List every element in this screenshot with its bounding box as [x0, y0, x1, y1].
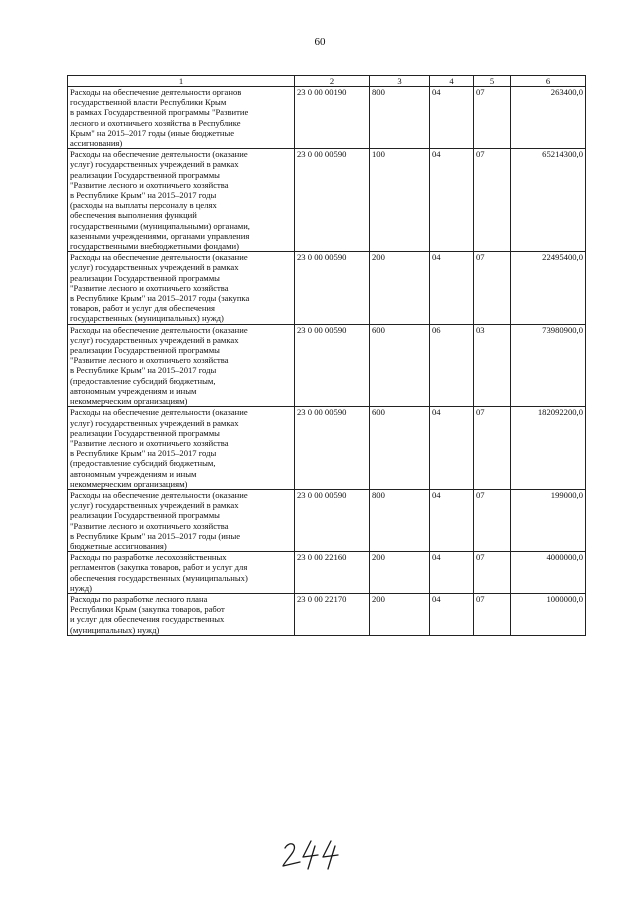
row-section: 04 [430, 552, 474, 594]
row-subsection: 07 [474, 489, 511, 551]
row-expense-type: 800 [370, 87, 430, 149]
handwritten-number-244 [281, 838, 345, 872]
row-section: 04 [430, 252, 474, 324]
row-expense-type: 800 [370, 489, 430, 551]
row-description: Расходы на обеспечение деятельности (оказание услуг) государственных учреждений в рамках реализации Государственной программы "Развитие лесного и охотничьего хозяйства в Республике Крым" на 2015–2017 годы (расходы на выплаты персоналу в целях обеспечения выполнения функций государственными (муниципальными) органами, казенными учреждениями, органами управления государственными внебюджетными фондами) [68, 149, 295, 252]
page-number: 60 [314, 36, 326, 48]
row-subsection: 07 [474, 149, 511, 252]
row-amount: 65214300,0 [511, 149, 586, 252]
table-row [68, 407, 586, 490]
row-amount: 4000000,0 [511, 552, 586, 594]
row-expense-type: 100 [370, 149, 430, 252]
table-row [68, 552, 586, 594]
table-row [68, 149, 586, 252]
table-row [68, 252, 586, 324]
row-program-code: 23 0 00 00590 [295, 149, 370, 252]
row-expense-type: 600 [370, 324, 430, 407]
row-section: 04 [430, 407, 474, 490]
row-amount: 182092200,0 [511, 407, 586, 490]
row-amount: 263400,0 [511, 87, 586, 149]
column-header: 5 [474, 76, 511, 87]
table-row [68, 87, 586, 149]
row-subsection: 03 [474, 324, 511, 407]
budget-table [67, 75, 586, 636]
table-row [68, 324, 586, 407]
row-section: 04 [430, 87, 474, 149]
row-amount: 1000000,0 [511, 593, 586, 635]
column-header: 4 [430, 76, 474, 87]
row-description: Расходы на обеспечение деятельности органов государственной власти Республики Крым в рамках Государственной программы "Развитие лесного и охотничьего хозяйства в Республике Крым" на 2015–2017 годы (иные бюджетные ассигнования) [68, 87, 295, 149]
row-description: Расходы по разработке лесного плана Республики Крым (закупка товаров, работ и услуг для обеспечения государственных (муниципальных) нужд) [68, 593, 295, 635]
table-row [68, 489, 586, 551]
row-section: 04 [430, 593, 474, 635]
table-header-row [68, 76, 586, 87]
row-program-code: 23 0 00 22170 [295, 593, 370, 635]
row-description: Расходы по разработке лесохозяйственных регламентов (закупка товаров, работ и услуг для обеспечения государственных (муниципальных) нужд) [68, 552, 295, 594]
row-expense-type: 600 [370, 407, 430, 490]
row-subsection: 07 [474, 552, 511, 594]
row-amount: 199000,0 [511, 489, 586, 551]
row-description: Расходы на обеспечение деятельности (оказание услуг) государственных учреждений в рамках реализации Государственной программы "Развитие лесного и охотничьего хозяйства в Республике Крым" на 2015–2017 годы (предоставление субсидий бюджетным, автономным учреждениям и иным некоммерческим организациям) [68, 407, 295, 490]
row-program-code: 23 0 00 00590 [295, 489, 370, 551]
column-header: 2 [295, 76, 370, 87]
row-description: Расходы на обеспечение деятельности (оказание услуг) государственных учреждений в рамках реализации Государственной программы "Развитие лесного и охотничьего хозяйства в Республике Крым" на 2015–2017 годы (иные бюджетные ассигнования) [68, 489, 295, 551]
row-section: 06 [430, 324, 474, 407]
row-section: 04 [430, 489, 474, 551]
row-program-code: 23 0 00 00590 [295, 407, 370, 490]
row-program-code: 23 0 00 00590 [295, 252, 370, 324]
row-subsection: 07 [474, 593, 511, 635]
table-row [68, 593, 586, 635]
column-header: 3 [370, 76, 430, 87]
row-section: 04 [430, 149, 474, 252]
row-program-code: 23 0 00 00190 [295, 87, 370, 149]
row-description: Расходы на обеспечение деятельности (оказание услуг) государственных учреждений в рамках реализации Государственной программы "Развитие лесного и охотничьего хозяйства в Республике Крым" на 2015–2017 годы (закупка товаров, работ и услуг для обеспечения государственных (муниципальных) нужд) [68, 252, 295, 324]
row-amount: 22495400,0 [511, 252, 586, 324]
row-program-code: 23 0 00 22160 [295, 552, 370, 594]
column-header: 1 [68, 76, 295, 87]
row-description: Расходы на обеспечение деятельности (оказание услуг) государственных учреждений в рамках реализации Государственной программы "Развитие лесного и охотничьего хозяйства в Республике Крым" на 2015–2017 годы (предоставление субсидий бюджетным, автономным учреждениям и иным некоммерческим организациям) [68, 324, 295, 407]
row-amount: 73980900,0 [511, 324, 586, 407]
row-expense-type: 200 [370, 552, 430, 594]
row-expense-type: 200 [370, 252, 430, 324]
column-header: 6 [511, 76, 586, 87]
row-subsection: 07 [474, 87, 511, 149]
row-expense-type: 200 [370, 593, 430, 635]
row-subsection: 07 [474, 407, 511, 490]
row-subsection: 07 [474, 252, 511, 324]
row-program-code: 23 0 00 00590 [295, 324, 370, 407]
